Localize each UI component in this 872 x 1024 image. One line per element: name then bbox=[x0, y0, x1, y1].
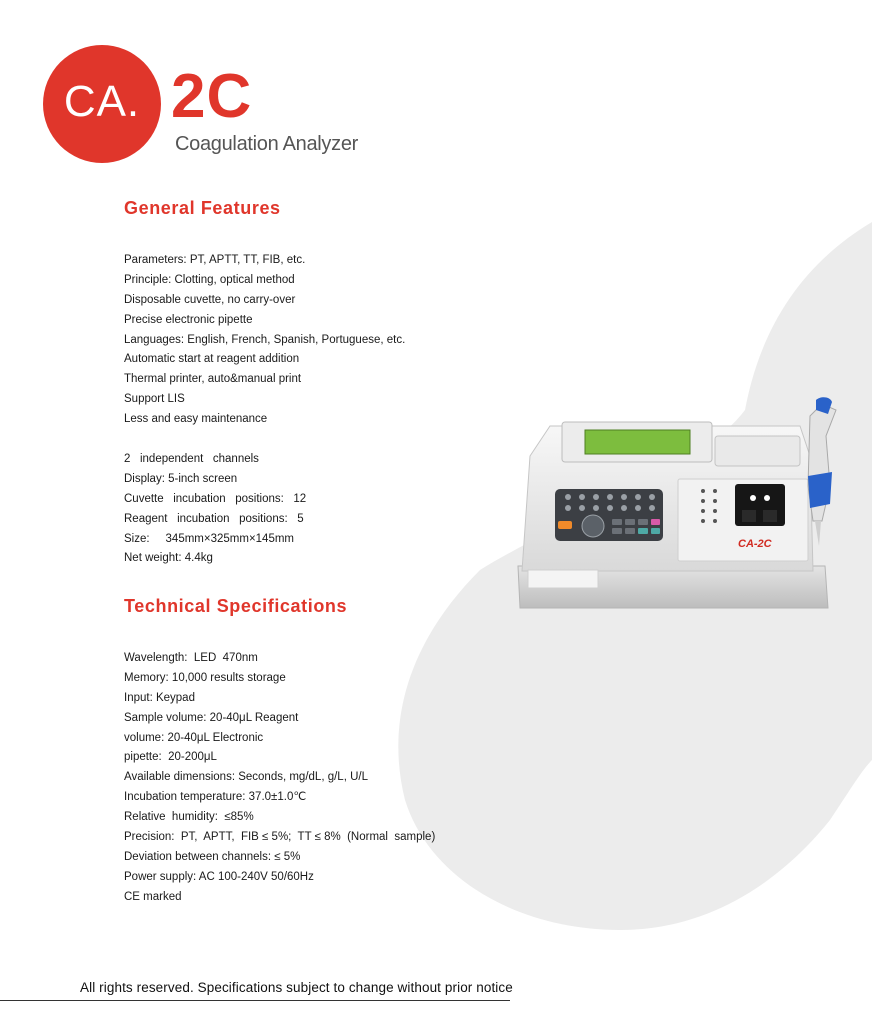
general-features-heading: General Features bbox=[124, 198, 281, 218]
list-item: Memory: 10,000 results storage bbox=[124, 671, 286, 684]
footer-divider bbox=[0, 1000, 510, 1001]
product-model: 2C bbox=[171, 62, 253, 131]
list-item: Incubation temperature: 37.0±1.0℃ bbox=[124, 791, 307, 804]
list-item: Cuvette incubation positions: 12 bbox=[124, 492, 307, 505]
list-item: Languages: English, French, Spanish, Portuguese, etc. bbox=[124, 333, 406, 346]
general-features-list-2 bbox=[124, 450, 306, 569]
list-item: Deviation between channels: ≤ 5% bbox=[124, 850, 301, 863]
analyzer-device-image bbox=[510, 396, 855, 626]
list-item: Net weight: 4.4kg bbox=[124, 552, 213, 565]
technical-specifications-list bbox=[124, 649, 435, 908]
list-item: 2 independent channels bbox=[124, 453, 259, 465]
product-tagline: Coagulation Analyzer bbox=[175, 133, 359, 155]
list-item: pipette: 20-200μL bbox=[124, 751, 217, 764]
list-item: Input: Keypad bbox=[124, 691, 195, 704]
list-item: Relative humidity: ≤85% bbox=[124, 811, 254, 824]
general-features-list bbox=[124, 251, 405, 430]
list-item: Display: 5-inch screen bbox=[124, 472, 238, 485]
list-item: Precision: PT, APTT, FIB ≤ 5%; TT ≤ 8% (Normal sample) bbox=[124, 831, 436, 844]
list-item: Wavelength: LED 470nm bbox=[124, 652, 258, 664]
brand-logo-circle bbox=[43, 45, 161, 163]
list-item: Principle: Clotting, optical method bbox=[124, 273, 295, 286]
device-model-label: CA-2C bbox=[738, 538, 772, 550]
list-item: Parameters: PT, APTT, TT, FIB, etc. bbox=[124, 254, 306, 266]
footer-notice: All rights reserved. Specifications subject to change without prior notice bbox=[80, 980, 513, 995]
list-item: volume: 20-40μL Electronic bbox=[124, 731, 264, 744]
list-item: Size: 345mm×325mm×145mm bbox=[124, 532, 295, 545]
list-item: Reagent incubation positions: 5 bbox=[124, 512, 304, 525]
list-item: Available dimensions: Seconds, mg/dL, g/L, U/L bbox=[124, 771, 368, 784]
list-item: Power supply: AC 100-240V 50/60Hz bbox=[124, 870, 314, 883]
list-item: Thermal printer, auto&manual print bbox=[124, 373, 302, 386]
brand-logo-text: CA. bbox=[63, 77, 141, 126]
list-item: Automatic start at reagent addition bbox=[124, 353, 300, 366]
list-item: Less and easy maintenance bbox=[124, 413, 268, 426]
list-item: Precise electronic pipette bbox=[124, 313, 253, 326]
technical-specifications-heading: Technical Specifications bbox=[124, 596, 348, 616]
list-item: CE marked bbox=[124, 890, 182, 903]
list-item: Sample volume: 20-40μL Reagent bbox=[124, 711, 299, 724]
list-item: Support LIS bbox=[124, 393, 185, 406]
list-item: Disposable cuvette, no carry-over bbox=[124, 293, 296, 306]
